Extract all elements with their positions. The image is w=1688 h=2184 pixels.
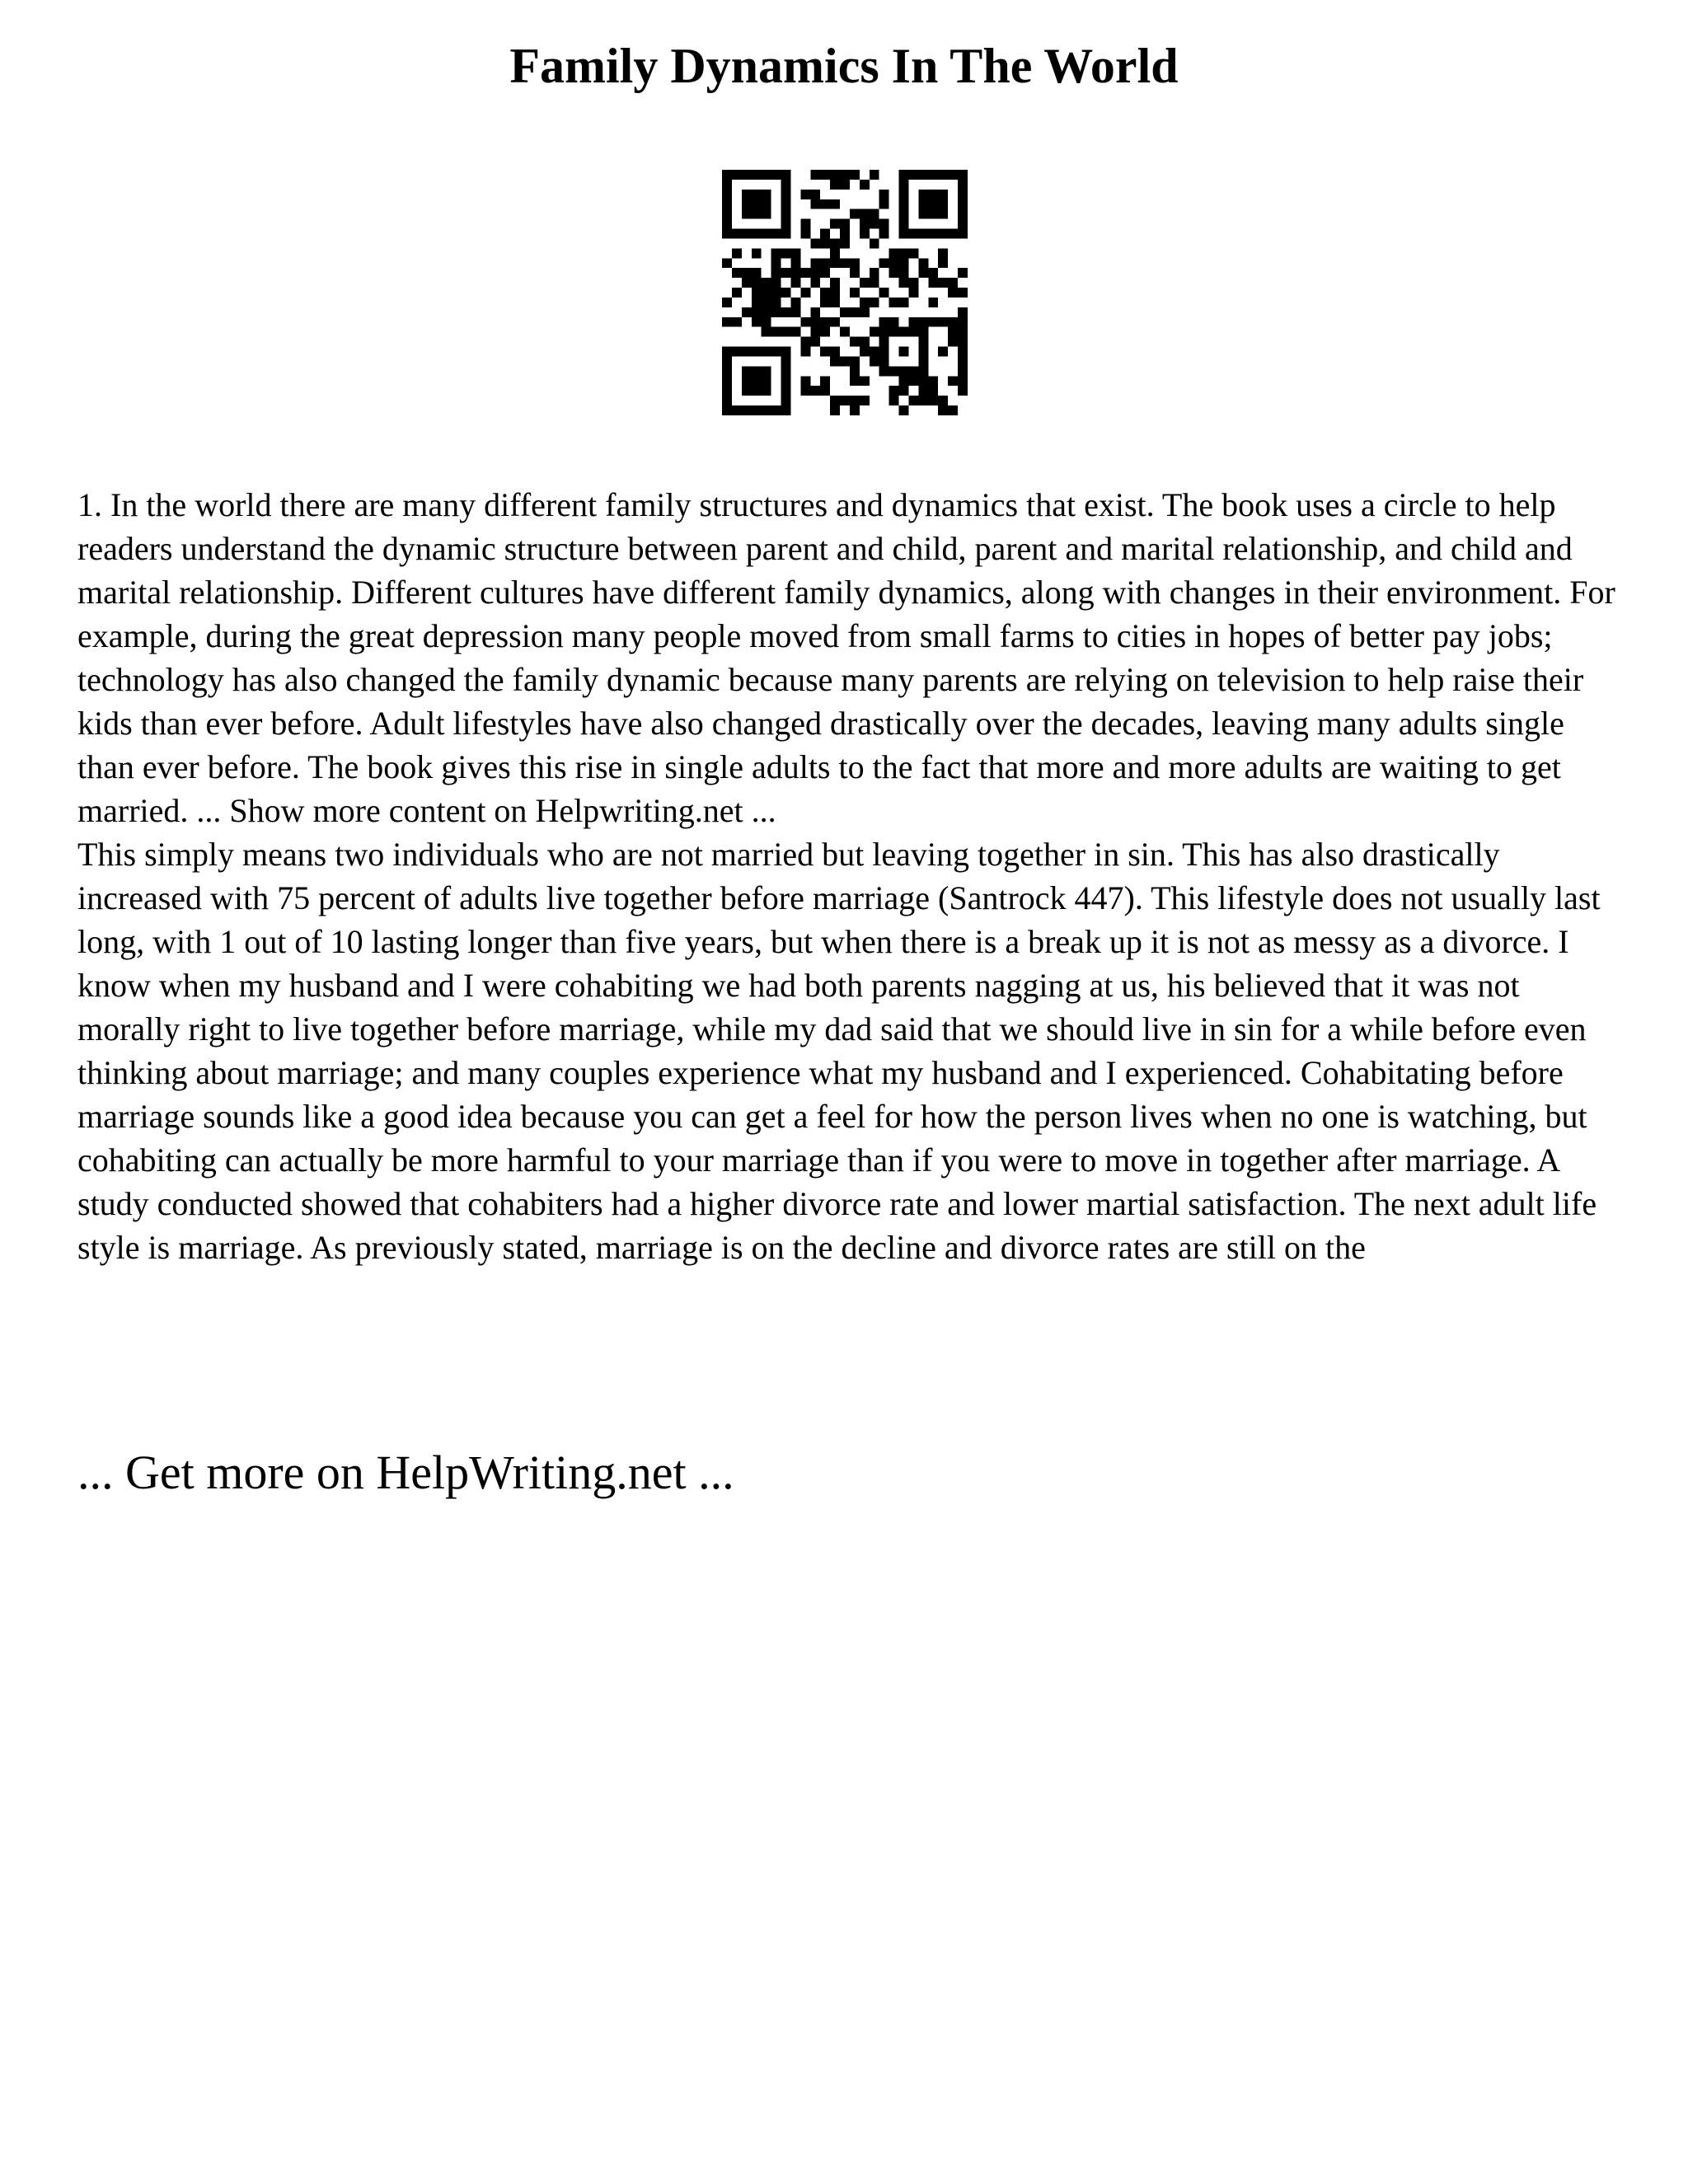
- get-more-link[interactable]: ... Get more on HelpWriting.net ...: [77, 1446, 734, 1499]
- paragraph-1: 1. In the world there are many different family structures and dynamics that exist. The book uses a circle to help readers understand the dynamic structure between parent and child, parent and marital relationship, and child and marital relationship. Different cultures have different family dynamics, along with changes in their environment. For example, during the great depression many people moved from small farms to cities in hopes of better pay jobs; technology has also changed the family dynamic because many parents are relying on television to help raise their kids than ever before. Adult lifestyles have also changed drastically over the decades, leaving many adults single than ever before. The book gives this rise in single adults to the fact that more and more adults are waiting to get married. ... Show more content on Helpwriting.net ...: [77, 486, 1615, 829]
- article-body: [77, 483, 1627, 1269]
- page-title: Family Dynamics In The World: [509, 39, 1179, 93]
- paragraph-2: This simply means two individuals who are not married but leaving together in sin. This has also drastically increased with 75 percent of adults live together before marriage (Santrock 447). This lifestyle does not usually last long, with 1 out of 10 lasting longer than five years, but when there is a break up it is not as messy as a divorce. I know when my husband and I were cohabiting we had both parents nagging at us, his believed that it was not morally right to live together before marriage, while my dad said that we should live in sin for a while before even thinking about marriage; and many couples experience what my husband and I experienced. Cohabitating before marriage sounds like a good idea because you can get a feel for how the person lives when no one is watching, but cohabiting can actually be more harmful to your marriage than if you were to move in together after marriage. A study conducted showed that cohabiters had a higher divorce rate and lower martial satisfaction. The next adult life style is marriage. As previously stated, marriage is on the decline and divorce rates are still on the: [77, 836, 1601, 1266]
- qr-code-icon[interactable]: [722, 170, 968, 415]
